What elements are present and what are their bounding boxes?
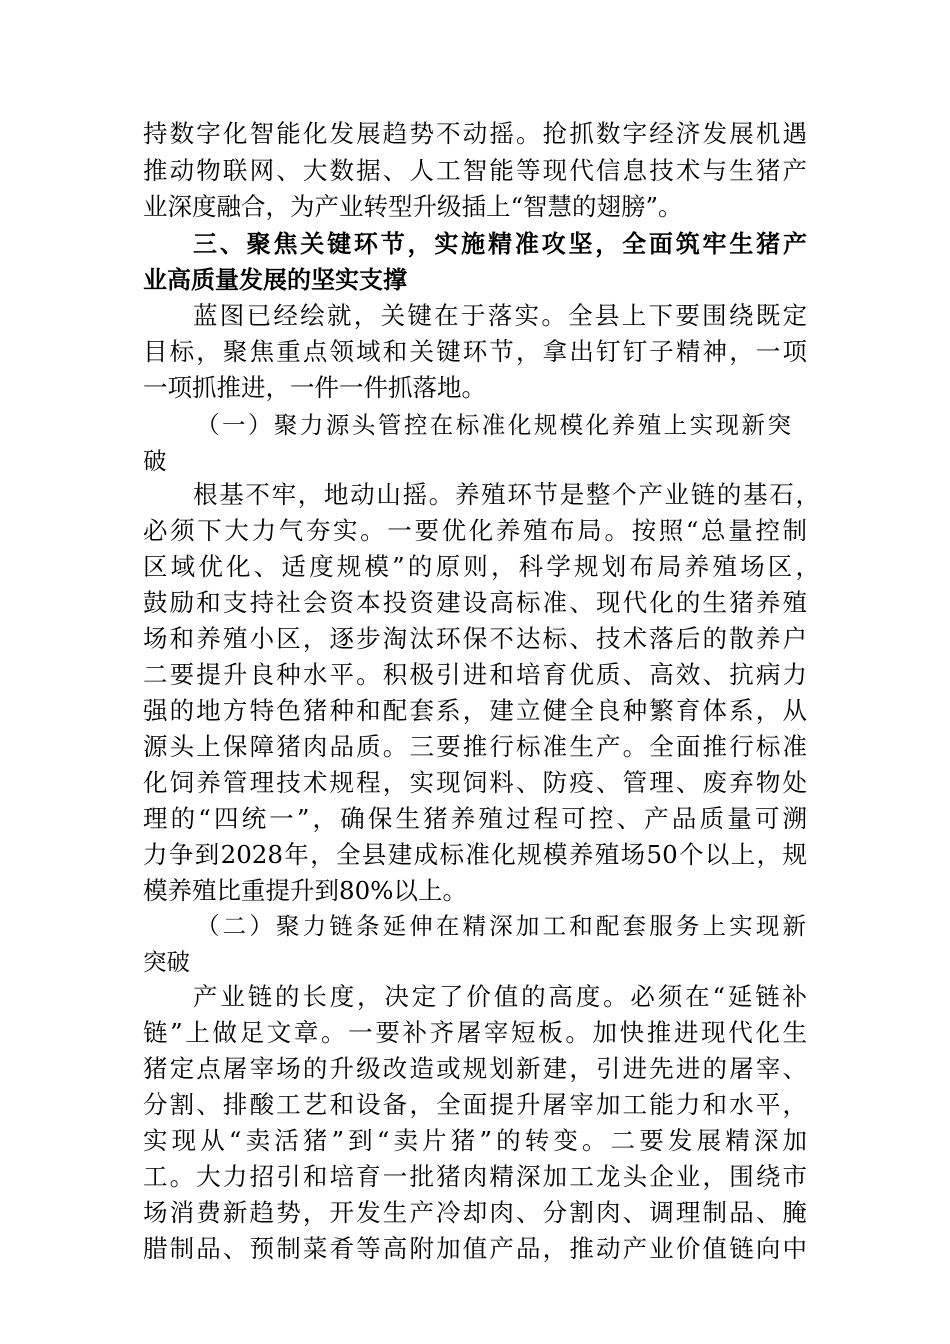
paragraph-line: 力争到2028年，全县建成标准化规模养殖场50个以上，规 — [143, 840, 807, 869]
paragraph-line: 推动物联网、大数据、人工智能等现代信息技术与生猪产 — [143, 156, 807, 185]
paragraph-line: 猪定点屠宰场的升级改造或规划新建，引进先进的屠宰、 — [143, 1054, 807, 1083]
paragraph-line: 链”上做足文章。一要补齐屠宰短板。加快推进现代化生 — [143, 1018, 807, 1047]
paragraph-line: 鼓励和支持社会资本投资建设高标准、现代化的生猪养殖 — [143, 588, 807, 617]
paragraph-line: 持数字化智能化发展趋势不动摇。抢抓数字经济发展机遇 — [143, 119, 807, 148]
paragraph-line: 强的地方特色猪种和配套系，建立健全良种繁育体系，从 — [143, 696, 807, 725]
paragraph-line: 分割、排酸工艺和设备，全面提升屠宰加工能力和水平， — [143, 1090, 807, 1119]
paragraph-line: 理的“四统一”，确保生猪养殖过程可控、产品质量可溯 — [143, 804, 807, 833]
paragraph-line: 工。大力招引和培育一批猪肉精深加工龙头企业，围绕市 — [143, 1162, 807, 1191]
paragraph-line: 化饲养管理技术规程，实现饲料、防疫、管理、废弃物处 — [143, 768, 807, 797]
paragraph-line: 产业链的长度，决定了价值的高度。必须在“延链补 — [193, 982, 807, 1011]
paragraph-line: 场和养殖小区，逐步淘汰环保不达标、技术落后的散养户 — [143, 624, 807, 653]
paragraph-line: 二要提升良种水平。积极引进和培育优质、高效、抗病力 — [143, 660, 807, 689]
paragraph-line: 业深度融合，为产业转型升级插上“智慧的翅膀”。 — [143, 192, 683, 221]
subsection-heading-line: （一）聚力源头管控在标准化规模化养殖上实现新突 — [196, 411, 791, 439]
paragraph-line: 场消费新趋势，开发生产冷却肉、分割肉、调理制品、腌 — [143, 1198, 807, 1227]
paragraph-line: 目标，聚焦重点领域和关键环节，拿出钉钉子精神，一项 — [143, 337, 807, 366]
paragraph-line: 区域优化、适度规模”的原则，科学规划布局养殖场区， — [143, 552, 820, 581]
section-heading-line: 三、聚焦关键环节，实施精准攻坚，全面筑牢生猪产 — [193, 230, 807, 258]
paragraph-line: 模养殖比重提升到80%以上。 — [143, 876, 467, 905]
subsection-heading-line: 突破 — [143, 948, 190, 976]
paragraph-line: 一项抓推进，一件一件抓落地。 — [143, 373, 486, 402]
paragraph-line: 实现从“卖活猪”到“卖片猪”的转变。二要发展精深加 — [143, 1126, 807, 1155]
paragraph-line: 腊制品、预制菜肴等高附加值产品，推动产业价值链向中 — [143, 1234, 807, 1263]
section-heading-line: 业高质量发展的坚实支撑 — [143, 266, 407, 294]
paragraph-line: 源头上保障猪肉品质。三要推行标准生产。全面推行标准 — [143, 732, 807, 761]
paragraph-line: 必须下大力气夯实。一要优化养殖布局。按照“总量控制 — [143, 516, 807, 545]
paragraph-line: 根基不牢，地动山摇。养殖环节是整个产业链的基石， — [193, 480, 820, 509]
subsection-heading-line: （二）聚力链条延伸在精深加工和配套服务上实现新 — [196, 912, 806, 940]
subsection-heading-line: 破 — [143, 447, 167, 475]
paragraph-line: 蓝图已经绘就，关键在于落实。全县上下要围绕既定 — [193, 301, 807, 330]
